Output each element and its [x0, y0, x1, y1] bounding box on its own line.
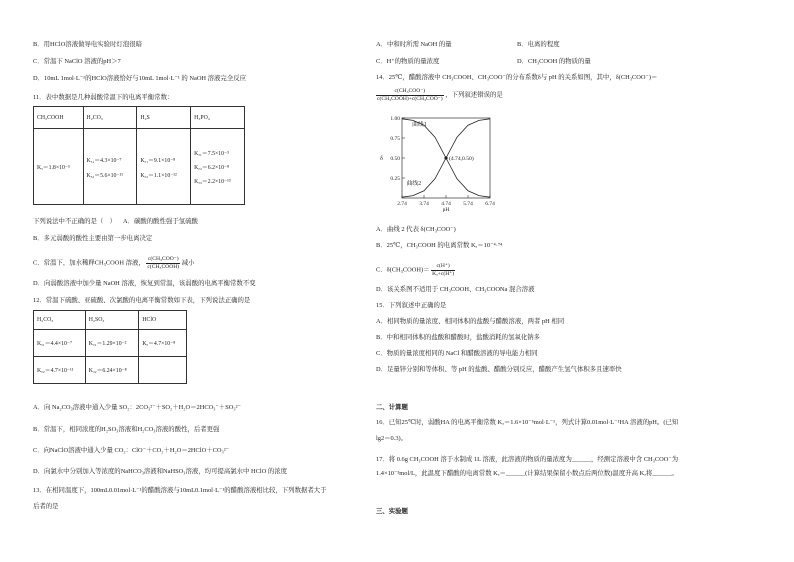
q13-option-c: C．H⁺的物质的量浓度 — [376, 58, 440, 65]
y-tick-label: 0.50 — [390, 156, 400, 162]
table-header: CH₃COOH — [34, 107, 84, 129]
ka1-value: Kₐ₁＝7.5×10⁻³ — [194, 151, 229, 157]
q12-option-b: B．常温下，相同浓度的H₂SO₃溶液和H₂CO₃溶液的酸性，后者更强 — [33, 426, 220, 433]
q13-stem-cont: 后者的是 — [33, 503, 59, 510]
table-header: H₂CO₃ — [83, 107, 137, 129]
q10-option-d: D．10mL 1mol·L⁻¹的HClO溶液恰好与10mL 1mol·L⁻¹ 的 NaOH 溶液完全反应 — [33, 75, 246, 82]
y-axis-label: δ — [380, 156, 383, 162]
q10-option-b: B．用HClO溶液做导电实验时灯泡很暗 — [33, 41, 142, 48]
fraction-denominator: c(CH₃COOH)+c(CH₃COO⁻) — [377, 95, 443, 102]
series-label-1: 曲线1 — [412, 122, 427, 128]
q11-option-c — [33, 256, 195, 270]
table-cell: Kₐ₂＝6.24×10⁻⁸ — [85, 356, 139, 383]
table-cell: Kₐ₂＝4.7×10⁻¹¹ — [34, 356, 86, 383]
q15-option-d: D．足量锌分别和等体积、等 pH 的盐酸、醋酸分别反应，醋酸产生氢气体积多且速率快 — [376, 366, 622, 373]
option-text: C．常温下，加水稀释CH₃COOH 溶液， — [33, 259, 145, 267]
section-experiment: 三、实验题 — [376, 508, 408, 515]
q17-stem-cont: 1.4×10⁻³mol/L，此温度下醋酸的电离常数 Kₐ＝______(计算结果保留小数点后两位数)温度升高 Kₐ将______。 — [376, 470, 678, 477]
fraction-denominator: Kₐ+c(H⁺) — [432, 270, 455, 277]
q12-option-a: A．向 Na₂CO₃溶液中通入少量 SO₂：2CO₃²⁻＋SO₂＋H₂O＝2HCO₃⁻＋SO₃²⁻ — [33, 404, 241, 411]
q11-stem: 11．表中数据是几种弱酸常温下的电离平衡常数： — [33, 94, 174, 101]
x-axis-label: pH — [442, 207, 450, 213]
delta-fraction — [376, 88, 444, 102]
table-header: H₂CO₃ — [34, 311, 86, 330]
q11-option-b: B．多元弱酸的酸性主要由第一步电离决定 — [33, 235, 153, 242]
q13-option-b: B．电离的程度 — [517, 41, 560, 48]
table-cell: Kₐ＝1.8×10⁻⁵ — [34, 129, 84, 205]
option-text: 减小 — [181, 259, 195, 267]
q11-ka-table — [33, 106, 245, 205]
delta-h-fraction — [431, 263, 455, 277]
ka3-value: Kₐ₃＝2.2×10⁻¹³ — [194, 179, 231, 185]
q15-option-c: C．物质的量浓度相同的 NaCl 和醋酸溶液的导电能力相同 — [376, 350, 538, 357]
q17-stem: 17．将 0.6g CH₃COOH 溶于水制成 1L 溶液，此溶液的物质的量浓度为______，经测定溶液中含 CH₃COO⁻为 — [376, 456, 679, 463]
q14-option-d: D．该关系图不适用于 CH₃COOH、CH₃COONa 混合溶液 — [376, 286, 535, 293]
option-text: C．δ(CH₃COOH)＝ — [376, 266, 430, 274]
table-header: H₂S — [137, 107, 191, 129]
y-tick-label: 0.25 — [390, 176, 400, 182]
fraction-numerator: c(H⁺) — [431, 263, 455, 271]
q12-stem: 12．常温下硫酸、亚硫酸、次氯酸的电离平衡常数如下表，下列说法正确的是 — [33, 297, 251, 304]
distribution-chart — [376, 110, 516, 220]
q11-question: 下列说法中不正确的是（ ） — [33, 218, 117, 225]
q14-option-a: A．曲线 2 代表 δ(CH₃COO⁻) — [376, 226, 456, 233]
fraction-denominator: c(CH₃COOH) — [147, 263, 180, 270]
x-tick-label: 5.74 — [463, 201, 473, 207]
q13-option-a: A．中和时所需 NaOH 的量 — [376, 41, 452, 48]
table-cell — [83, 129, 137, 205]
ka1-value: Kₐ₁＝9.1×10⁻⁸ — [140, 157, 176, 164]
q14-stem-cont: ，下列叙述错误的是 — [445, 91, 503, 99]
q10-option-c: C．常温下 NaClO 溶液的pH＞7 — [33, 58, 121, 65]
x-tick-label: 4.74 — [441, 201, 451, 207]
table-header: H₃PO₄ — [191, 107, 245, 129]
x-tick-label: 2.74 — [397, 201, 407, 207]
q12-option-d: D．向氯水中分别加入等浓度的NaHCO₃溶液和NaHSO₃溶液，均可提高氯水中 HClO 的浓度 — [33, 468, 288, 475]
table-cell — [191, 129, 245, 205]
q15-option-b: B．中和相同体积的盐酸和醋酸时，盐酸消耗的氢氧化钠多 — [376, 334, 541, 341]
y-tick-label: 0.75 — [390, 136, 400, 142]
q14-option-c — [376, 263, 455, 277]
ka2-value: Kₐ₂＝6.2×10⁻⁸ — [194, 165, 230, 171]
ratio-fraction — [146, 256, 180, 270]
y-tick-label: 1.00 — [390, 116, 400, 122]
q11-option-a: A．碳酸的酸性强于氢硫酸 — [123, 218, 198, 225]
x-tick-label: 3.74 — [419, 201, 429, 207]
section-calculation: 二、计算题 — [376, 404, 408, 411]
table-cell: Kₐ₁＝1.29×10⁻² — [85, 329, 139, 356]
q12-option-c: C．向NaClO溶液中通入少量 CO₂：ClO⁻＋CO₂＋H₂O＝2HClO＋CO₃²⁻ — [33, 447, 229, 454]
table-cell — [137, 129, 191, 205]
q14-option-b: B．25℃，CH₃COOH 的电离常数 Kₐ＝10⁻⁴·⁷⁴ — [376, 242, 503, 249]
q12-ka-table — [33, 310, 187, 384]
fraction-numerator: c(CH₃COO⁻) — [376, 88, 444, 96]
q14-formula — [376, 88, 503, 102]
ka2-value: Kₐ₂＝5.6×10⁻¹¹ — [86, 172, 123, 179]
q16-stem: 16．已知25℃时，弱酸HA 的电离平衡常数 Kₐ＝1.6×10⁻⁵mol·L⁻¹，列式计算0.01mol·L⁻¹HA 溶液的pH。(已知 — [376, 419, 679, 426]
fraction-numerator: c(CH₃COO⁻) — [147, 256, 179, 262]
table-cell: Kₐ＝4.7×10⁻⁸ — [139, 329, 187, 356]
table-cell — [139, 356, 187, 383]
q13-option-d: D．CH₃COOH 的物质的量 — [517, 58, 591, 65]
intersection-label: (4.74,0.50) — [449, 156, 474, 162]
q14-stem: 14．25℃，醋酸溶液中 CH₃COOH、CH₃COO⁻的分布系数δ与 pH 的关系如图，其中，δ(CH₃COO⁻)＝ — [376, 74, 658, 81]
q16-stem-cont: lg2＝0.3)。 — [376, 435, 408, 442]
table-header: H₂SO₃ — [85, 311, 139, 330]
intersection-point — [444, 156, 447, 159]
ka1-value: Kₐ₁＝4.3×10⁻⁷ — [86, 157, 122, 164]
table-cell: Kₐ₁＝4.4×10⁻⁷ — [34, 329, 86, 356]
table-header: HClO — [139, 311, 187, 330]
q11-option-d: D．向弱酸溶液中加少量 NaOH 溶液，恢复到常温，该弱酸的电离平衡常数不变 — [33, 280, 256, 287]
series-label-2: 曲线2 — [406, 181, 422, 188]
ka2-value: Kₐ₂＝1.1×10⁻¹² — [140, 172, 177, 179]
q15-stem: 15．下列叙述中正确的是 — [376, 302, 447, 309]
q15-option-a: A．相同物质的量浓度、相同体积的盐酸与醋酸溶液，两者 pH 相同 — [376, 318, 565, 325]
q13-stem: 13．在相同温度下，100mL0.01mol·L⁻¹的醋酸溶液与10mL0.1mol·L⁻¹的醋酸溶液相比较，下列数据者大于 — [33, 487, 327, 494]
x-tick-label: 6.74 — [485, 201, 495, 207]
